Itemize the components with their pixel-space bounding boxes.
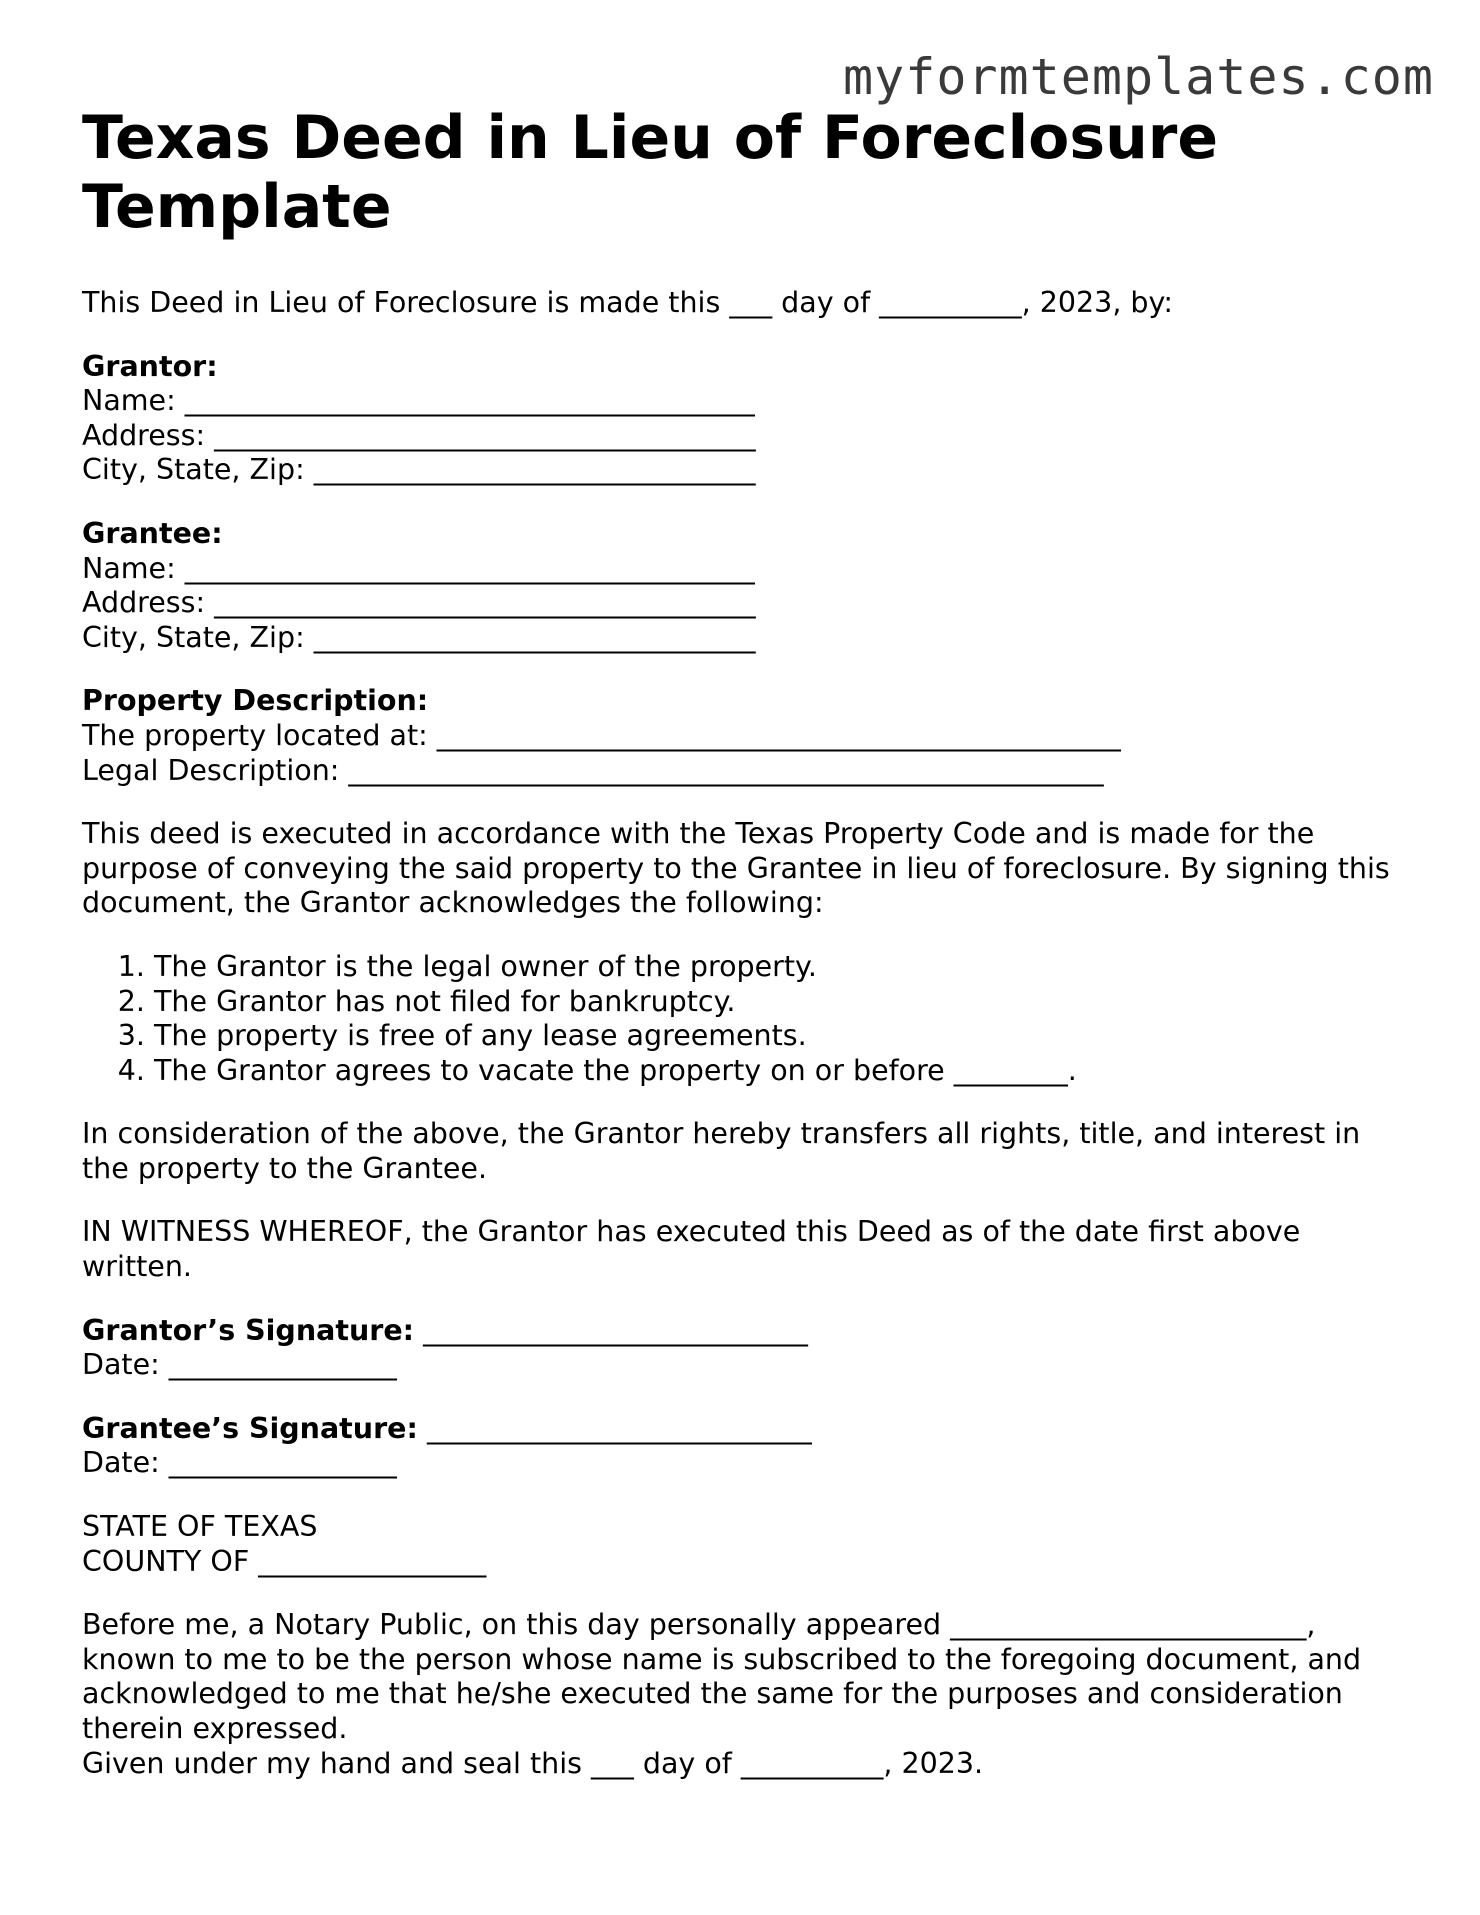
grantor-section: [82, 350, 1412, 488]
witness-paragraph: IN WITNESS WHEREOF, the Grantor has executed this Deed as of the date first above written.: [82, 1215, 1301, 1284]
grantee-address-field: Address: ______________________________________: [82, 586, 756, 620]
grantee-city-field: City, State, Zip: _______________________________: [82, 620, 756, 654]
property-located-field: The property located at: ________________________________________________: [82, 718, 1121, 752]
grantee-heading: Grantee:: [82, 516, 223, 550]
list-item: 2. The Grantor has not filed for bankruptcy.: [154, 985, 1412, 1020]
acknowledgement-list: [82, 950, 1412, 1088]
grantee-section: [82, 517, 1412, 655]
grantor-address-field: Address: ______________________________________: [82, 418, 756, 452]
grantee-signature-section: [82, 1412, 1412, 1481]
state-line: STATE OF TEXAS: [82, 1510, 318, 1544]
grantee-name-field: Name: ________________________________________: [82, 551, 755, 585]
document-page: [82, 104, 1412, 1810]
grantor-heading: Grantor:: [82, 349, 218, 383]
notary-section: [82, 1608, 1412, 1781]
consideration-paragraph: In consideration of the above, the Grantor hereby transfers all rights, title, and interest in the property to the Grantee.: [82, 1117, 1361, 1185]
property-legal-field: Legal Description: _____________________________________________________: [82, 753, 1104, 787]
grantee-signature-label: Grantee’s Signature:: [82, 1411, 418, 1445]
list-item: 3. The property is free of any lease agreements.: [154, 1019, 1412, 1054]
notary-paragraph: Before me, a Notary Public, on this day personally appeared _________________________, known to me to be the person whose name is subscribed to the foregoing document, and acknowledged to me that he/she executed the same for the purposes and consideration therein expressed.: [82, 1608, 1362, 1745]
notary-venue: [82, 1510, 1412, 1579]
grantor-signature-section: [82, 1314, 1412, 1383]
given-line: Given under my hand and seal this ___ day of __________, 2023.: [82, 1746, 984, 1780]
intro-paragraph: This Deed in Lieu of Foreclosure is made this ___ day of __________, 2023, by:: [82, 286, 1173, 319]
document-title: Texas Deed in Lieu of Foreclosure Template: [82, 103, 1219, 242]
grantee-signature-line: [82, 1412, 1412, 1447]
list-item: 4. The Grantor agrees to vacate the property on or before ________.: [154, 1054, 1412, 1089]
grantee-signature-date: Date: ________________: [82, 1446, 397, 1480]
property-heading: Property Description:: [82, 684, 429, 718]
grantee-signature-blank: ___________________________: [417, 1411, 812, 1445]
grantor-name-field: Name: ________________________________________: [82, 384, 755, 418]
grantor-signature-label: Grantor’s Signature:: [82, 1313, 415, 1347]
property-section: [82, 684, 1412, 788]
execution-paragraph: This deed is executed in accordance with the Texas Property Code and is made for the purpose of conveying the said property to the Grantee in lieu of foreclosure. By signing this document, the Grantor acknowledges the following:: [82, 817, 1390, 920]
grantor-signature-blank: ___________________________: [414, 1313, 808, 1347]
grantor-signature-line: [82, 1314, 1412, 1349]
watermark: myformtemplates.com: [843, 48, 1434, 106]
grantor-city-field: City, State, Zip: _______________________________: [82, 453, 756, 487]
grantor-signature-date: Date: ________________: [82, 1348, 397, 1382]
county-line: COUNTY OF ________________: [82, 1544, 487, 1578]
list-item: 1. The Grantor is the legal owner of the property.: [154, 950, 1412, 985]
